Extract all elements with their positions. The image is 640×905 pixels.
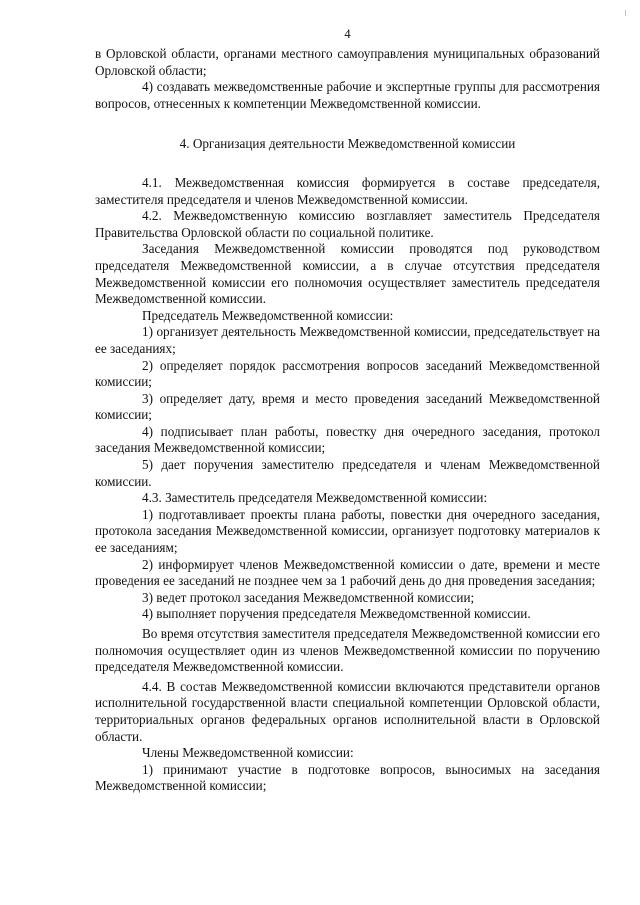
- paragraph: Члены Межведомственной комиссии:: [142, 745, 354, 761]
- paragraph: 4.3. Заместитель председателя Межведомственной комиссии:: [142, 490, 488, 506]
- paragraph: Председатель Межведомственной комиссии:: [142, 307, 394, 323]
- page-number: 4: [344, 27, 351, 41]
- list-item: 3) ведет протокол заседания Межведомственной комиссии;: [142, 589, 475, 605]
- paragraph: в Орловской области, органами местного самоуправления муниципальных образований Орловской области;: [95, 46, 600, 78]
- list-item: 2) информирует членов Межведомственной комиссии о дате, времени и месте проведения ее заседаний не позднее чем за 1 рабочий день до дня проведения заседания;: [95, 556, 600, 589]
- section-heading: 4. Организация деятельности Межведомственной комиссии: [179, 136, 516, 152]
- list-item: 4) подписывает план работы, повестку дня очередного заседания, протокол заседания Межведомственной комиссии;: [95, 423, 600, 456]
- top-paragraphs: [95, 46, 600, 112]
- paragraph: Во время отсутствия заместителя председателя Межведомственной комиссии его полномочия осуществляет один из членов Межведомственной комиссии по поручению председателя Межведомственной комиссии.: [95, 626, 600, 675]
- list-item: 5) дает поручения заместителю председателя и членам Межведомственной комиссии.: [95, 457, 600, 489]
- paragraph: Заседания Межведомственной комиссии проводятся под руководством председателя Межведомственной комиссии, а в случае отсутствия председателя Межведомственной комиссии его полномочия осуществляет заместитель председателя Межведомственной комиссии.: [95, 241, 600, 307]
- paragraph: 4.4. В состав Межведомственной комиссии включаются представители органов исполнительной государственной власти специальной компетенции Орловской области, территориальных органов федеральных органов исполнительной власти в Орловской области.: [95, 678, 600, 744]
- paragraph: 4.2. Межведомственную комиссию возглавляет заместитель Председателя Правительства Орловской области по социальной политике.: [95, 208, 600, 240]
- list-item: 1) принимают участие в подготовке вопросов, выносимых на заседания Межведомственной комиссии;: [95, 761, 600, 794]
- paragraph: 4.1. Межведомственная комиссия формируется в составе председателя, заместителя председателя и членов Межведомственной комиссии.: [95, 174, 600, 207]
- list-item: 1) подготавливает проекты плана работы, повестки дня очередного заседания, протокола заседания Межведомственной комиссии, организует подготовку материалов к ее заседаниям;: [95, 506, 600, 556]
- list-item: 4) выполняет поручения председателя Межведомственной комиссии.: [142, 606, 531, 622]
- list-item: 2) определяет порядок рассмотрения вопросов заседаний Межведомственной комиссии;: [95, 357, 600, 390]
- scan-edge-mark: [625, 10, 626, 16]
- list-item: 3) определяет дату, время и место проведения заседаний Межведомственной комиссии;: [95, 390, 600, 423]
- section-body: [95, 175, 600, 795]
- document-page: [95, 27, 600, 795]
- list-item: 1) организует деятельность Межведомственной комиссии, председательствует на ее заседаниях;: [95, 324, 600, 356]
- paragraph: 4) создавать межведомственные рабочие и экспертные группы для рассмотрения вопросов, отнесенных к компетенции Межведомственной комиссии.: [95, 79, 600, 111]
